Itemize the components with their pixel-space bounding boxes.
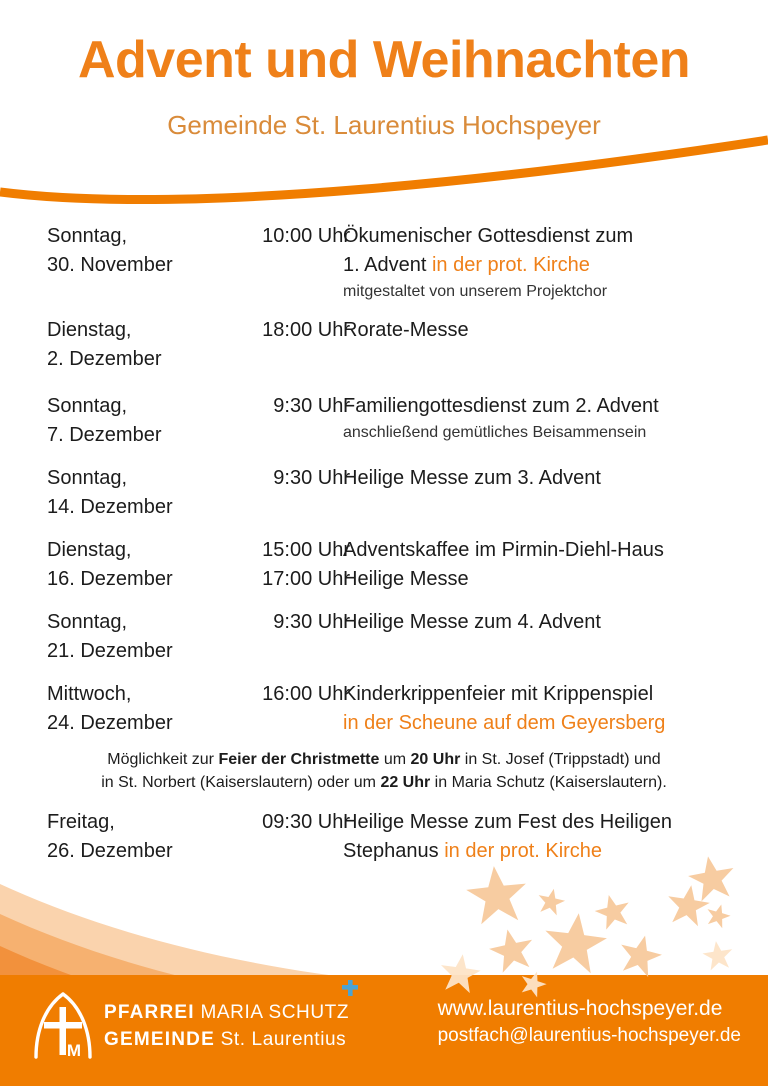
event-date-line: 16. Dezember: [47, 568, 173, 590]
event-description-line: Ökumenischer Gottesdienst zum: [343, 225, 634, 247]
event-time-line: 09:30 Uhr: [262, 811, 350, 833]
event-description-line: [343, 251, 747, 280]
event-description-line: [343, 565, 747, 594]
event-time-line: 16:00 Uhr: [262, 683, 350, 705]
event-description-line: Adventskaffee im Pirmin-Diehl-Haus: [343, 539, 664, 561]
logo-line-2: [104, 1026, 349, 1053]
event-description-text: 1. Advent: [343, 254, 432, 276]
event-description: [343, 222, 747, 304]
event-date-line: Sonntag,: [47, 225, 128, 247]
note-emphasis: Feier der Christmette: [218, 751, 380, 768]
event-description: [343, 536, 747, 594]
event-date-line: 30. November: [47, 254, 173, 276]
event-time-line: 9:30 Uhr: [273, 395, 350, 417]
poster-footer: [0, 975, 768, 1086]
event-description: [343, 392, 747, 445]
event-description-note: mitgestaltet von unserem Projektchor: [343, 283, 608, 300]
event-date-line: 21. Dezember: [47, 640, 173, 662]
event-time: [222, 222, 350, 251]
email-link[interactable]: postfach@laurentius-hochspeyer.de: [437, 1025, 741, 1046]
event-time: [222, 536, 350, 594]
event-description-line: Heilige Messe zum 4. Advent: [343, 611, 601, 633]
event-date: [47, 222, 222, 280]
event-date-line: 26. Dezember: [47, 840, 173, 862]
event-date-line: 2. Dezember: [47, 348, 162, 370]
parish-logo-text: [104, 999, 349, 1053]
poster-title: Advent und Weihnachten: [77, 31, 691, 89]
event-description-text: Stephanus: [343, 840, 445, 862]
event-description: [343, 808, 747, 866]
event-date-line: Mittwoch,: [47, 683, 132, 705]
logo-laurentius-label: St. Laurentius: [220, 1029, 347, 1050]
logo-maria-schutz-label: MARIA SCHUTZ: [200, 1002, 350, 1023]
logo-line-1: [104, 999, 349, 1026]
logo-pfarrei-label: PFARREI: [104, 1002, 195, 1023]
christmette-note: [0, 748, 768, 794]
event-date-line: 24. Dezember: [47, 712, 173, 734]
event-description-line: Heilige Messe zum 3. Advent: [343, 467, 601, 489]
event-location-highlight: in der prot. Kirche: [444, 840, 603, 862]
event-date-line: Dienstag,: [47, 539, 132, 561]
event-time-line: 18:00 Uhr: [262, 319, 350, 341]
event-time-line: 9:30 Uhr: [273, 467, 350, 489]
christmette-note-line: [0, 748, 768, 771]
event-date: [47, 808, 222, 866]
event-time: [222, 464, 350, 493]
contact-block: [438, 995, 741, 1049]
parish-logo-icon: [27, 989, 99, 1063]
event-date-line: 7. Dezember: [47, 424, 162, 446]
christmette-note-line: [0, 771, 768, 794]
event-date: [47, 536, 222, 594]
event-date-line: Freitag,: [47, 811, 115, 833]
event-location-highlight: in der Scheune auf dem Geyersberg: [343, 712, 666, 734]
event-date: [47, 608, 222, 666]
note-text: in Maria Schutz (Kaiserslautern).: [430, 774, 667, 791]
event-description-line: Kinderkrippenfeier mit Krippenspiel: [343, 683, 654, 705]
event-description-line: Rorate-Messe: [343, 319, 469, 341]
event-description: [343, 680, 747, 738]
event-date: [47, 464, 222, 522]
logo-gemeinde-label: GEMEINDE: [104, 1029, 215, 1050]
event-location-highlight: in der prot. Kirche: [431, 254, 590, 276]
event-date: [47, 680, 222, 738]
event-date: [47, 392, 222, 450]
event-time: [222, 808, 350, 837]
note-text: in St. Josef (Trippstadt) und: [460, 751, 661, 768]
event-date-line: Sonntag,: [47, 611, 128, 633]
poster-subtitle: Gemeinde St. Laurentius Hochspeyer: [167, 110, 601, 140]
event-description-line: [343, 837, 747, 866]
event-time-line: 15:00 Uhr: [262, 539, 350, 561]
event-description: [343, 464, 747, 493]
note-text: Möglichkeit zur: [107, 751, 219, 768]
note-emphasis: 22 Uhr: [380, 774, 431, 791]
event-description-line: [343, 709, 747, 738]
blue-cross-badge-icon: [341, 979, 359, 997]
event-date-line: Dienstag,: [47, 319, 132, 341]
event-time-line: 10:00 Uhr: [262, 225, 350, 247]
event-time: [222, 608, 350, 637]
note-text: um: [379, 751, 411, 768]
event-description: [343, 608, 747, 637]
event-description-line: Heilige Messe zum Fest des Heiligen: [343, 811, 673, 833]
event-date-line: Sonntag,: [47, 467, 128, 489]
svg-text:M: M: [66, 1041, 82, 1060]
event-date-line: Sonntag,: [47, 395, 128, 417]
event-time-line: 9:30 Uhr: [273, 611, 350, 633]
event-date: [47, 316, 222, 374]
event-description-text: Heilige Messe: [343, 568, 469, 590]
website-link[interactable]: www.laurentius-hochspeyer.de: [437, 997, 723, 1020]
event-date-line: 14. Dezember: [47, 496, 173, 518]
note-emphasis: 20 Uhr: [410, 751, 461, 768]
event-time: [222, 680, 350, 709]
event-time: [222, 392, 350, 421]
event-time: [222, 316, 350, 345]
event-description-line: Familiengottesdienst zum 2. Advent: [343, 395, 659, 417]
note-text: in St. Norbert (Kaiserslautern) oder um: [101, 774, 381, 791]
event-time-line: 17:00 Uhr: [262, 568, 350, 590]
event-description: [343, 316, 747, 345]
event-description-note: anschließend gemütliches Beisammensein: [343, 424, 647, 441]
